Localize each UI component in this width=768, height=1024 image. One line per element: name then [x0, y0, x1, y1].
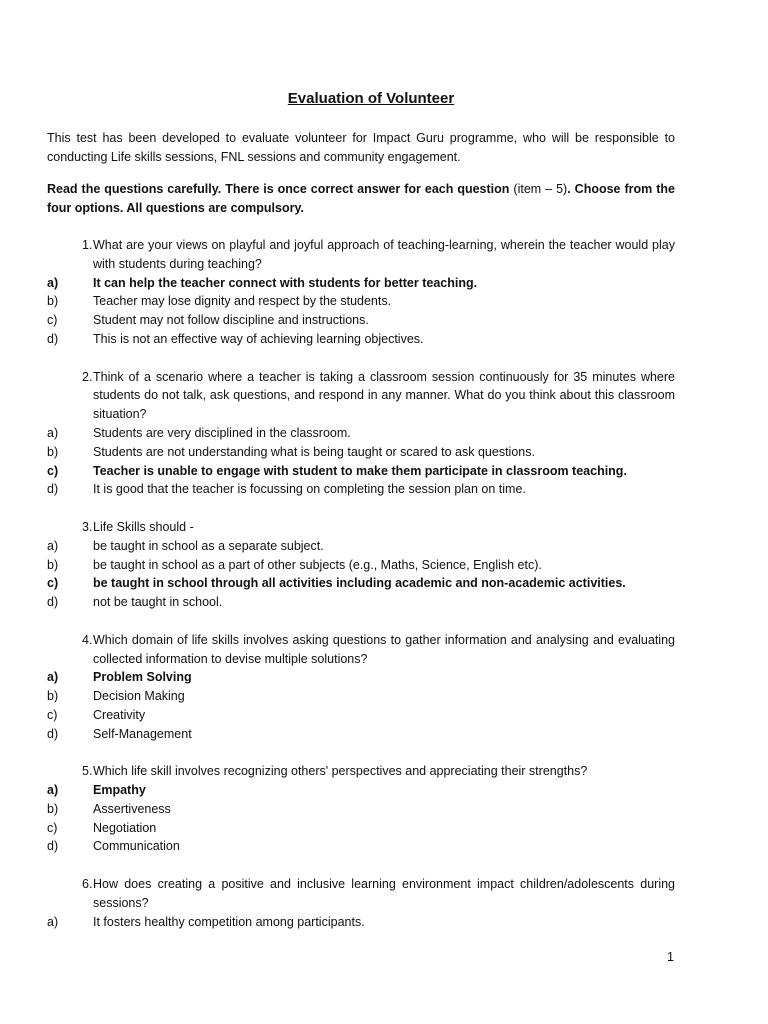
- instructions-bold-part1: Read the questions carefully. There is once correct answer for each question: [47, 182, 510, 197]
- option-label: d): [47, 839, 59, 854]
- option-text: Teacher is unable to engage with student to make them participate in classroom teaching.: [93, 463, 627, 478]
- option-text: Teacher may lose dignity and respect by the students.: [93, 294, 392, 309]
- question-line: [47, 875, 675, 913]
- option-text: be taught in school through all activities including academic and non-academic activities.: [93, 576, 626, 591]
- option-text: Self-Management: [93, 726, 192, 741]
- option-label: d): [47, 482, 59, 497]
- answer-option: [47, 837, 675, 856]
- option-text: Students are not understanding what is being taught or scared to ask questions.: [93, 444, 535, 459]
- option-text: It fosters healthy competition among participants.: [93, 914, 365, 929]
- question-line: [47, 631, 675, 669]
- question-line: [47, 762, 675, 781]
- page-number: 1: [667, 950, 674, 964]
- question-list: [47, 236, 675, 931]
- option-label: a): [47, 783, 59, 798]
- answer-option: [47, 424, 675, 443]
- question-number: [47, 762, 93, 781]
- option-label: d): [47, 595, 59, 610]
- question-text: Which life skill involves recognizing others' perspectives and appreciating their strengths?: [93, 764, 588, 779]
- option-text: This is not an effective way of achieving learning objectives.: [93, 331, 424, 346]
- question-text: How does creating a positive and inclusive learning environment impact children/adolescents during sessions?: [93, 877, 675, 910]
- option-label: a): [47, 914, 59, 929]
- option-label: b): [47, 444, 59, 459]
- option-label: c): [47, 707, 58, 722]
- option-label: c): [47, 820, 58, 835]
- option-text: Problem Solving: [93, 670, 192, 685]
- instructions-paragraph: [47, 180, 675, 218]
- option-label: a): [47, 275, 59, 290]
- option-text: Negotiation: [93, 820, 157, 835]
- question-number: [47, 631, 93, 669]
- question-text: Life Skills should -: [93, 519, 194, 534]
- question-text: Which domain of life skills involves asking questions to gather information and analysing and evaluating collected information to devise multiple solutions?: [93, 632, 675, 666]
- question-text: What are your views on playful and joyful approach of teaching-learning, wherein the teacher would play with students during teaching?: [93, 237, 675, 271]
- question-number-text: 1.: [82, 237, 93, 252]
- question-block: [47, 875, 675, 931]
- answer-option: [47, 443, 675, 462]
- question-number-text: 3.: [82, 519, 93, 534]
- answer-option: [47, 800, 675, 819]
- question-number-text: 5.: [82, 764, 93, 779]
- option-text: be taught in school as a part of other subjects (e.g., Maths, Science, English etc).: [93, 557, 542, 572]
- option-label: d): [47, 726, 59, 741]
- option-text: It can help the teacher connect with students for better teaching.: [93, 275, 478, 290]
- question-line: [47, 368, 675, 424]
- question-block: [47, 631, 675, 744]
- question-block: [47, 518, 675, 612]
- answer-option-correct: [47, 668, 675, 687]
- option-label: c): [47, 576, 59, 591]
- question-number: [47, 236, 93, 274]
- option-label: b): [47, 294, 59, 309]
- answer-option: [47, 725, 675, 744]
- option-text: Assertiveness: [93, 801, 171, 816]
- option-label: b): [47, 557, 59, 572]
- option-text: Creativity: [93, 707, 146, 722]
- document-title: Evaluation of Volunteer: [287, 90, 455, 107]
- question-block: [47, 762, 675, 856]
- answer-option-correct: [47, 574, 675, 593]
- question-block: [47, 236, 675, 349]
- instructions-bold-part2: . Choose from the four options. All questions are compulsory.: [47, 182, 675, 216]
- option-label: a): [47, 670, 59, 685]
- intro-paragraph: This test has been developed to evaluate volunteer for Impact Guru programme, who will be responsible to conducting Life skills sessions, FNL sessions and community engagement.: [47, 130, 675, 164]
- answer-option-correct: [47, 462, 675, 481]
- answer-option: [47, 292, 675, 311]
- question-number-text: 2.: [82, 369, 93, 384]
- answer-option-correct: [47, 274, 675, 293]
- answer-option: [47, 706, 675, 725]
- option-text: Decision Making: [93, 689, 185, 704]
- question-text: Think of a scenario where a teacher is taking a classroom session continuously for 35 minutes where students do not talk, ask questions, and respond in any manner. What do you think about this classroom situation?: [93, 369, 675, 422]
- question-line: [47, 518, 675, 537]
- option-label: c): [47, 463, 59, 478]
- answer-option: [47, 913, 675, 932]
- option-text: Communication: [93, 839, 180, 854]
- answer-option: [47, 593, 675, 612]
- option-text: It is good that the teacher is focussing on completing the session plan on time.: [93, 482, 526, 497]
- question-line: [47, 236, 675, 274]
- question-block: [47, 368, 675, 500]
- instructions-item-count: (item – 5): [509, 182, 568, 197]
- option-label: d): [47, 331, 59, 346]
- answer-option: [47, 311, 675, 330]
- option-text: be taught in school as a separate subject.: [93, 538, 324, 553]
- answer-option-correct: [47, 781, 675, 800]
- option-label: b): [47, 689, 59, 704]
- answer-option: [47, 537, 675, 556]
- answer-option: [47, 480, 675, 499]
- option-text: Students are very disciplined in the classroom.: [93, 425, 351, 440]
- question-number-text: 4.: [82, 632, 93, 647]
- option-label: c): [47, 313, 58, 328]
- answer-option: [47, 687, 675, 706]
- option-text: Empathy: [93, 783, 146, 798]
- answer-option: [47, 556, 675, 575]
- option-label: a): [47, 538, 59, 553]
- question-number: [47, 875, 93, 913]
- question-number: [47, 518, 93, 537]
- option-label: a): [47, 425, 59, 440]
- question-number-text: 6.: [82, 877, 93, 892]
- option-text: not be taught in school.: [93, 595, 223, 610]
- question-number: [47, 368, 93, 424]
- option-label: b): [47, 801, 59, 816]
- option-text: Student may not follow discipline and instructions.: [93, 313, 369, 328]
- answer-option: [47, 330, 675, 349]
- answer-option: [47, 819, 675, 838]
